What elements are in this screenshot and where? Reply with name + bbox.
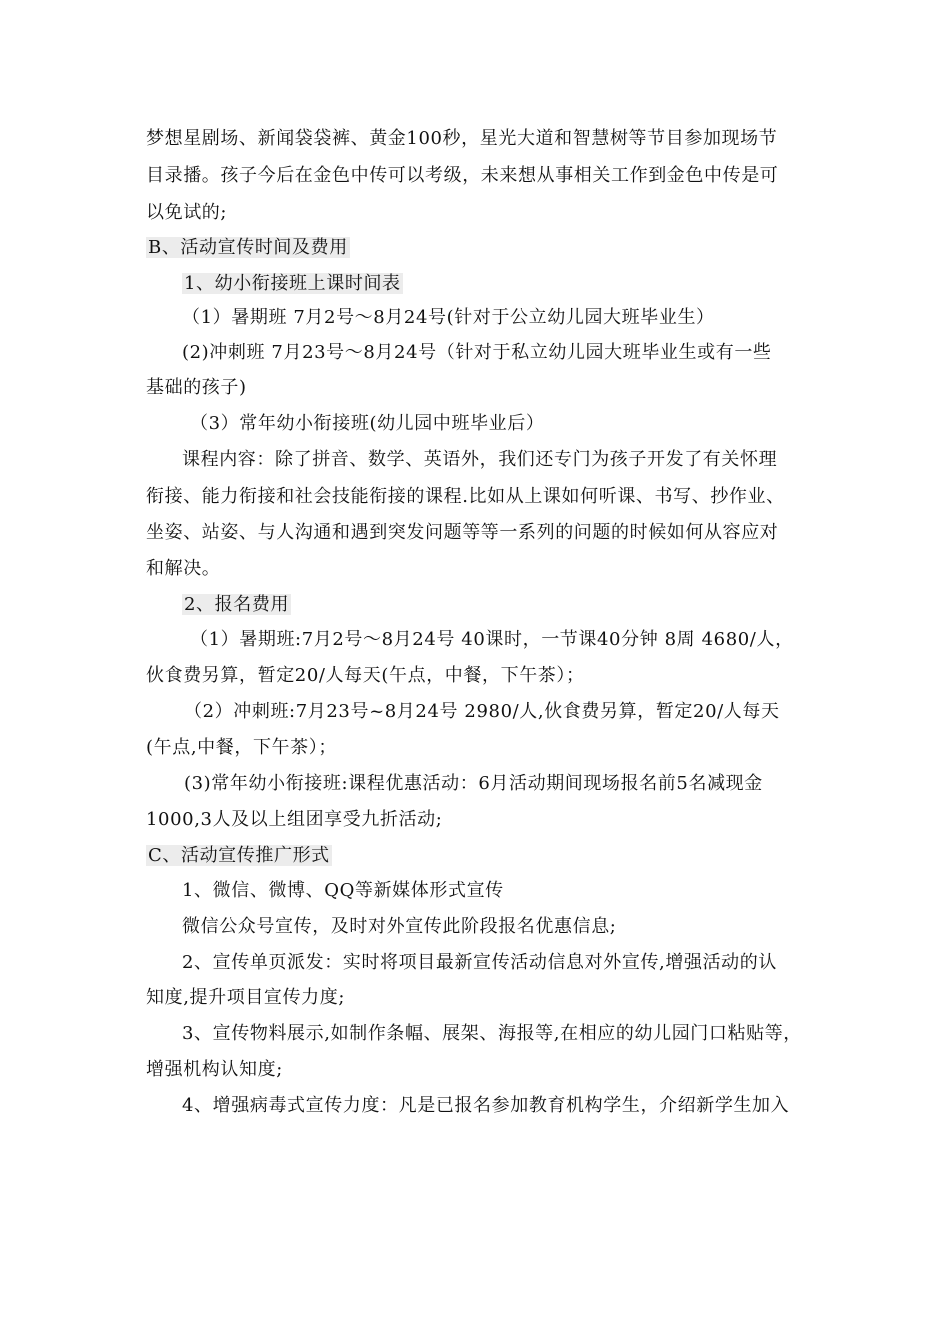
course-content-line-3: 坐姿、站姿、与人沟通和遇到突发问题等等一系列的问题的时候如何从容应对 [146, 522, 779, 543]
schedule-item-1: （1）暑期班 7月2号～8月24号(针对于公立幼儿园大班毕业生） [182, 307, 715, 328]
schedule-heading [182, 272, 403, 296]
promo-item-1-sub: 微信公众号宣传，及时对外宣传此阶段报名优惠信息; [182, 916, 617, 937]
section-c-heading [146, 844, 332, 868]
promo-item-3-line-1: 3、宣传物料展示,如制作条幅、展架、海报等,在相应的幼儿园门口粘贴等， [182, 1023, 802, 1044]
schedule-item-2-line-2: 基础的孩子) [146, 377, 247, 398]
fees-item-2-line-1: （2）冲刺班:7月23号~8月24号 2980/人,伙食费另算，暂定20/人每天 [184, 701, 780, 722]
course-content-line-4: 和解决。 [146, 558, 221, 579]
fees-item-1-line-1: （1）暑期班:7月2号～8月24号 40课时，一节课40分钟 8周 4680/人， [190, 629, 794, 650]
section-b-heading [146, 236, 350, 260]
schedule-item-2-line-1: (2)冲刺班 7月23号～8月24号（针对于私立幼儿园大班毕业生或有一些 [182, 342, 772, 363]
fees-item-3-line-2: 1000,3人及以上组团享受九折活动; [146, 809, 443, 830]
promo-item-2-line-1: 2、宣传单页派发：实时将项目最新宣传活动信息对外宣传,增强活动的认 [182, 952, 777, 973]
section-c-heading-text: C、活动宣传推广形式 [148, 845, 330, 866]
fees-item-3-line-1: (3)常年幼小衔接班:课程优惠活动：6月活动期间现场报名前5名减现金 [184, 773, 763, 794]
course-content-line-1: 课程内容：除了拼音、数学、英语外，我们还专门为孩子开发了有关怀理 [182, 449, 778, 470]
promo-item-4: 4、增强病毒式宣传力度：凡是已报名参加教育机构学生，介绍新学生加入 [182, 1095, 790, 1116]
intro-line-2: 目录播。孩子今后在金色中传可以考级，未来想从事相关工作到金色中传是可 [146, 165, 779, 186]
section-b-heading-text: B、活动宣传时间及费用 [148, 237, 348, 258]
schedule-heading-text: 1、幼小衔接班上课时间表 [184, 273, 401, 294]
promo-item-3-line-2: 增强机构认知度; [146, 1059, 283, 1080]
fees-item-1-line-2: 伙食费另算，暂定20/人每天(午点，中餐，下午茶）； [146, 665, 585, 686]
course-content-line-2: 衔接、能力衔接和社会技能衔接的课程.比如从上课如何听课、书写、抄作业、 [146, 486, 785, 507]
fees-heading-text: 2、报名费用 [184, 594, 290, 615]
intro-line-3: 以免试的; [146, 202, 228, 223]
fees-item-2-line-2: (午点,中餐，下午茶）； [146, 737, 337, 758]
intro-line-1: 梦想星剧场、新闻袋袋裤、黄金100秒，星光大道和智慧树等节目参加现场节 [146, 128, 778, 149]
fees-heading [182, 593, 291, 617]
promo-item-1: 1、微信、微博、QQ等新媒体形式宣传 [182, 880, 504, 901]
schedule-item-3: （3）常年幼小衔接班(幼儿园中班毕业后） [190, 413, 545, 434]
promo-item-2-line-2: 知度,提升项目宣传力度; [146, 987, 345, 1008]
